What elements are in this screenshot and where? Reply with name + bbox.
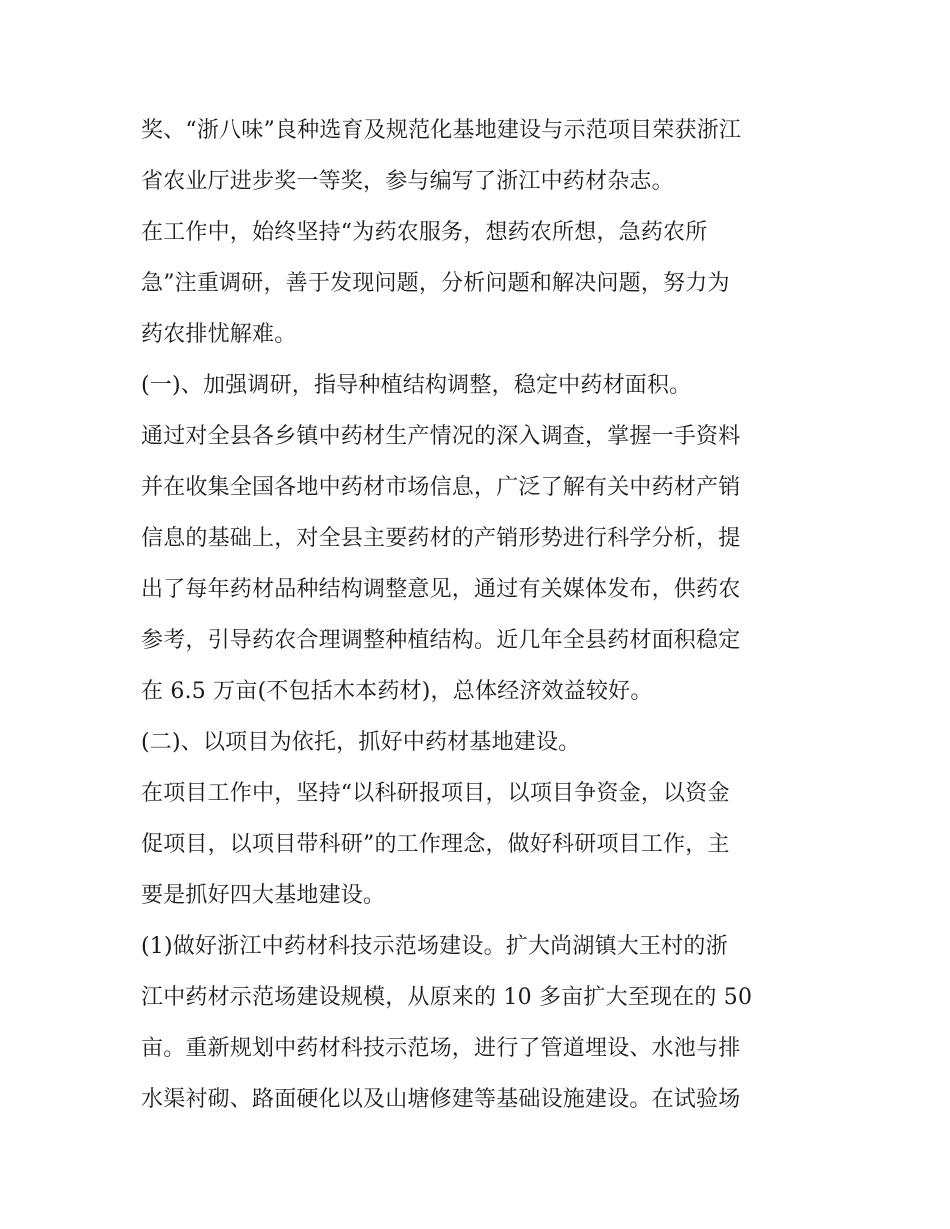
document-body: [141, 105, 831, 1125]
text-line: 水渠衬砌、路面硬化以及山塘修建等基础设施建设。在试验场: [141, 1087, 741, 1112]
text-line: 奖、“浙八味”良种选育及规范化基地建设与示范项目荣获浙江: [141, 118, 742, 143]
text-line: 促项目，以项目带科研”的工作理念，做好科研项目工作，主: [141, 832, 730, 857]
text-line: 江中药材示范场建设规模，从原来的 10 多亩扩大至现在的 50: [141, 985, 753, 1010]
text-line: 亩。重新规划中药材科技示范场，进行了管道埋设、水池与排: [141, 1036, 741, 1061]
section-heading: (一)、加强调研，指导种植结构调整，稳定中药材面积。: [141, 373, 692, 398]
text-line: 省农业厅进步奖一等奖，参与编写了浙江中药材杂志。: [141, 169, 674, 194]
text-line: 参考，引导药农合理调整种植结构。近几年全县药材面积稳定: [141, 628, 741, 653]
section-heading: (二)、以项目为依托，抓好中药材基地建设。: [141, 730, 581, 755]
text-line: 急”注重调研，善于发现问题，分析问题和解决问题，努力为: [141, 271, 730, 296]
text-line: 要是抓好四大基地建设。: [141, 883, 386, 908]
text-line: 并在收集全国各地中药材市场信息，广泛了解有关中药材产销: [141, 475, 741, 500]
text-line: 在 6.5 万亩(不包括木本药材)，总体经济效益较好。: [141, 679, 653, 704]
text-line: (1)做好浙江中药材科技示范场建设。扩大尚湖镇大王村的浙: [141, 934, 728, 959]
text-line: 在项目工作中，坚持“以科研报项目，以项目争资金，以资金: [141, 781, 730, 806]
text-line: 出了每年药材品种结构调整意见，通过有关媒体发布，供药农: [141, 577, 741, 602]
text-line: 通过对全县各乡镇中药材生产情况的深入调查，掌握一手资料: [141, 424, 741, 449]
text-line: 在工作中，始终坚持“为药农服务，想药农所想，急药农所: [141, 220, 708, 245]
text-line: 药农排忧解难。: [141, 322, 297, 347]
text-line: 信息的基础上，对全县主要药材的产销形势进行科学分析，提: [141, 526, 741, 551]
